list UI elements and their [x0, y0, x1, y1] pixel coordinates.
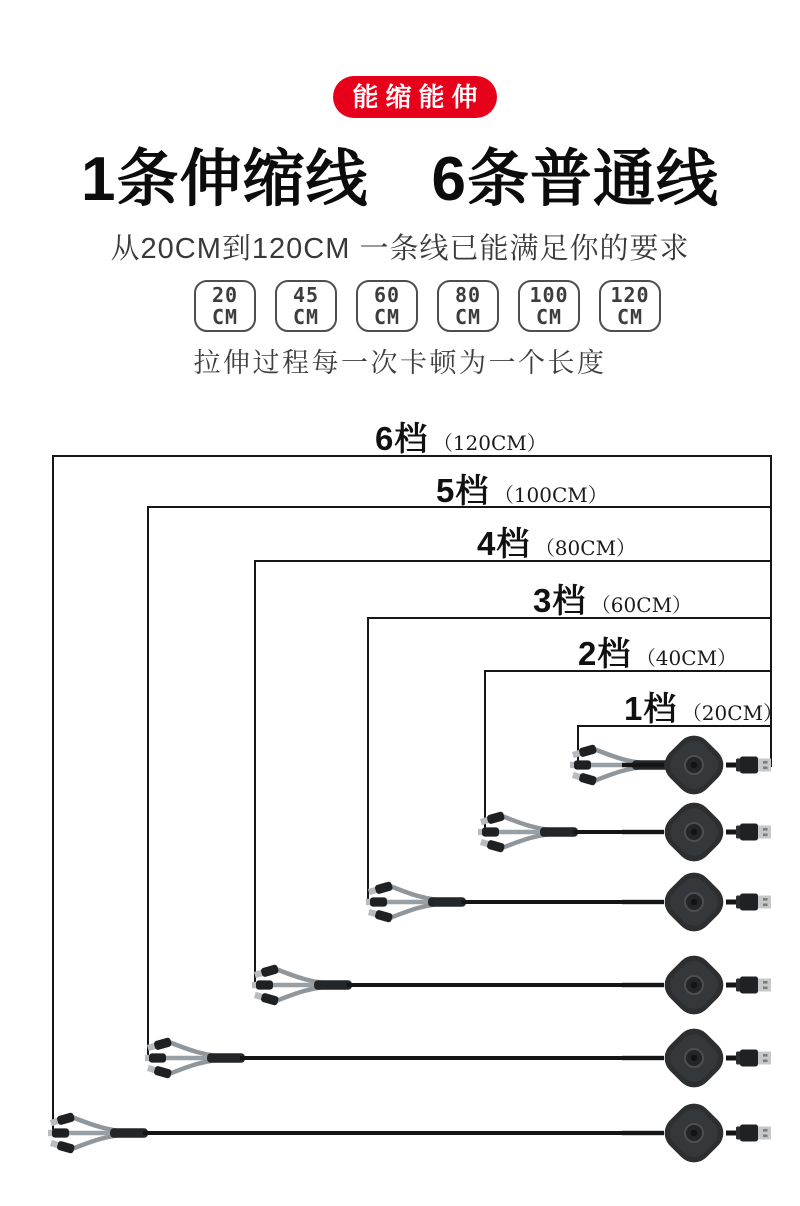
- length-unit: CM: [616, 305, 644, 329]
- level-2-label: [578, 628, 737, 675]
- connector-fan-icon: [252, 957, 352, 1013]
- gear-text: 4档: [477, 525, 531, 562]
- length-unit: CM: [373, 305, 401, 329]
- length-unit: CM: [454, 305, 482, 329]
- connector-fan-icon: [366, 874, 466, 930]
- gear-text: 3档: [533, 582, 587, 619]
- diagram-caption: 拉伸过程每一次卡顿为一个长度: [193, 348, 607, 378]
- level-4-left-line: [254, 560, 256, 985]
- connector-fan-icon: [478, 804, 578, 860]
- length-value: 20: [211, 282, 239, 307]
- gear-length-text: （120CM）: [432, 431, 547, 455]
- level-3-label: [533, 575, 692, 622]
- length-unit: CM: [292, 305, 320, 329]
- cable-reel-usb-icon: [622, 1088, 772, 1178]
- level-5-left-line: [147, 506, 149, 1058]
- gear-length-text: （100CM）: [493, 483, 608, 507]
- level-6-label: [375, 413, 547, 460]
- gear-text: 1档: [624, 690, 678, 727]
- connector-fan-icon: [145, 1030, 245, 1086]
- gear-text: 6档: [375, 420, 429, 457]
- gear-length-text: （40CM）: [635, 646, 738, 670]
- gear-text: 2档: [578, 635, 632, 672]
- level-5-label: [436, 465, 608, 512]
- length-value: 100: [529, 282, 569, 307]
- length-unit: CM: [211, 305, 239, 329]
- gear-length-text: （80CM）: [534, 536, 637, 560]
- gear-length-text: （20CM）: [681, 701, 784, 725]
- feature-badge: 能缩能伸: [333, 76, 497, 118]
- retractable-cable-graphic: [48, 1088, 772, 1178]
- length-value: 80: [454, 282, 482, 307]
- gear-length-text: （60CM）: [590, 593, 693, 617]
- retractable-cable-graphic: [366, 857, 772, 947]
- cable-wire: [347, 983, 652, 987]
- level-6-left-line: [52, 455, 54, 1133]
- cable-reel-usb-icon: [622, 857, 772, 947]
- connector-fan-icon: [48, 1105, 148, 1161]
- length-value: 45: [292, 282, 320, 307]
- length-value: 120: [610, 282, 650, 307]
- cable-wire: [240, 1056, 652, 1060]
- length-value: 60: [373, 282, 401, 307]
- length-unit: CM: [535, 305, 563, 329]
- gear-text: 5档: [436, 472, 490, 509]
- page-subtitle: 从20CM到120CM 一条线已能满足你的要求: [110, 233, 690, 265]
- level-4-label: [477, 518, 636, 565]
- page-title: 1条伸缩线 6条普通线: [81, 145, 719, 214]
- cable-wire: [143, 1131, 652, 1135]
